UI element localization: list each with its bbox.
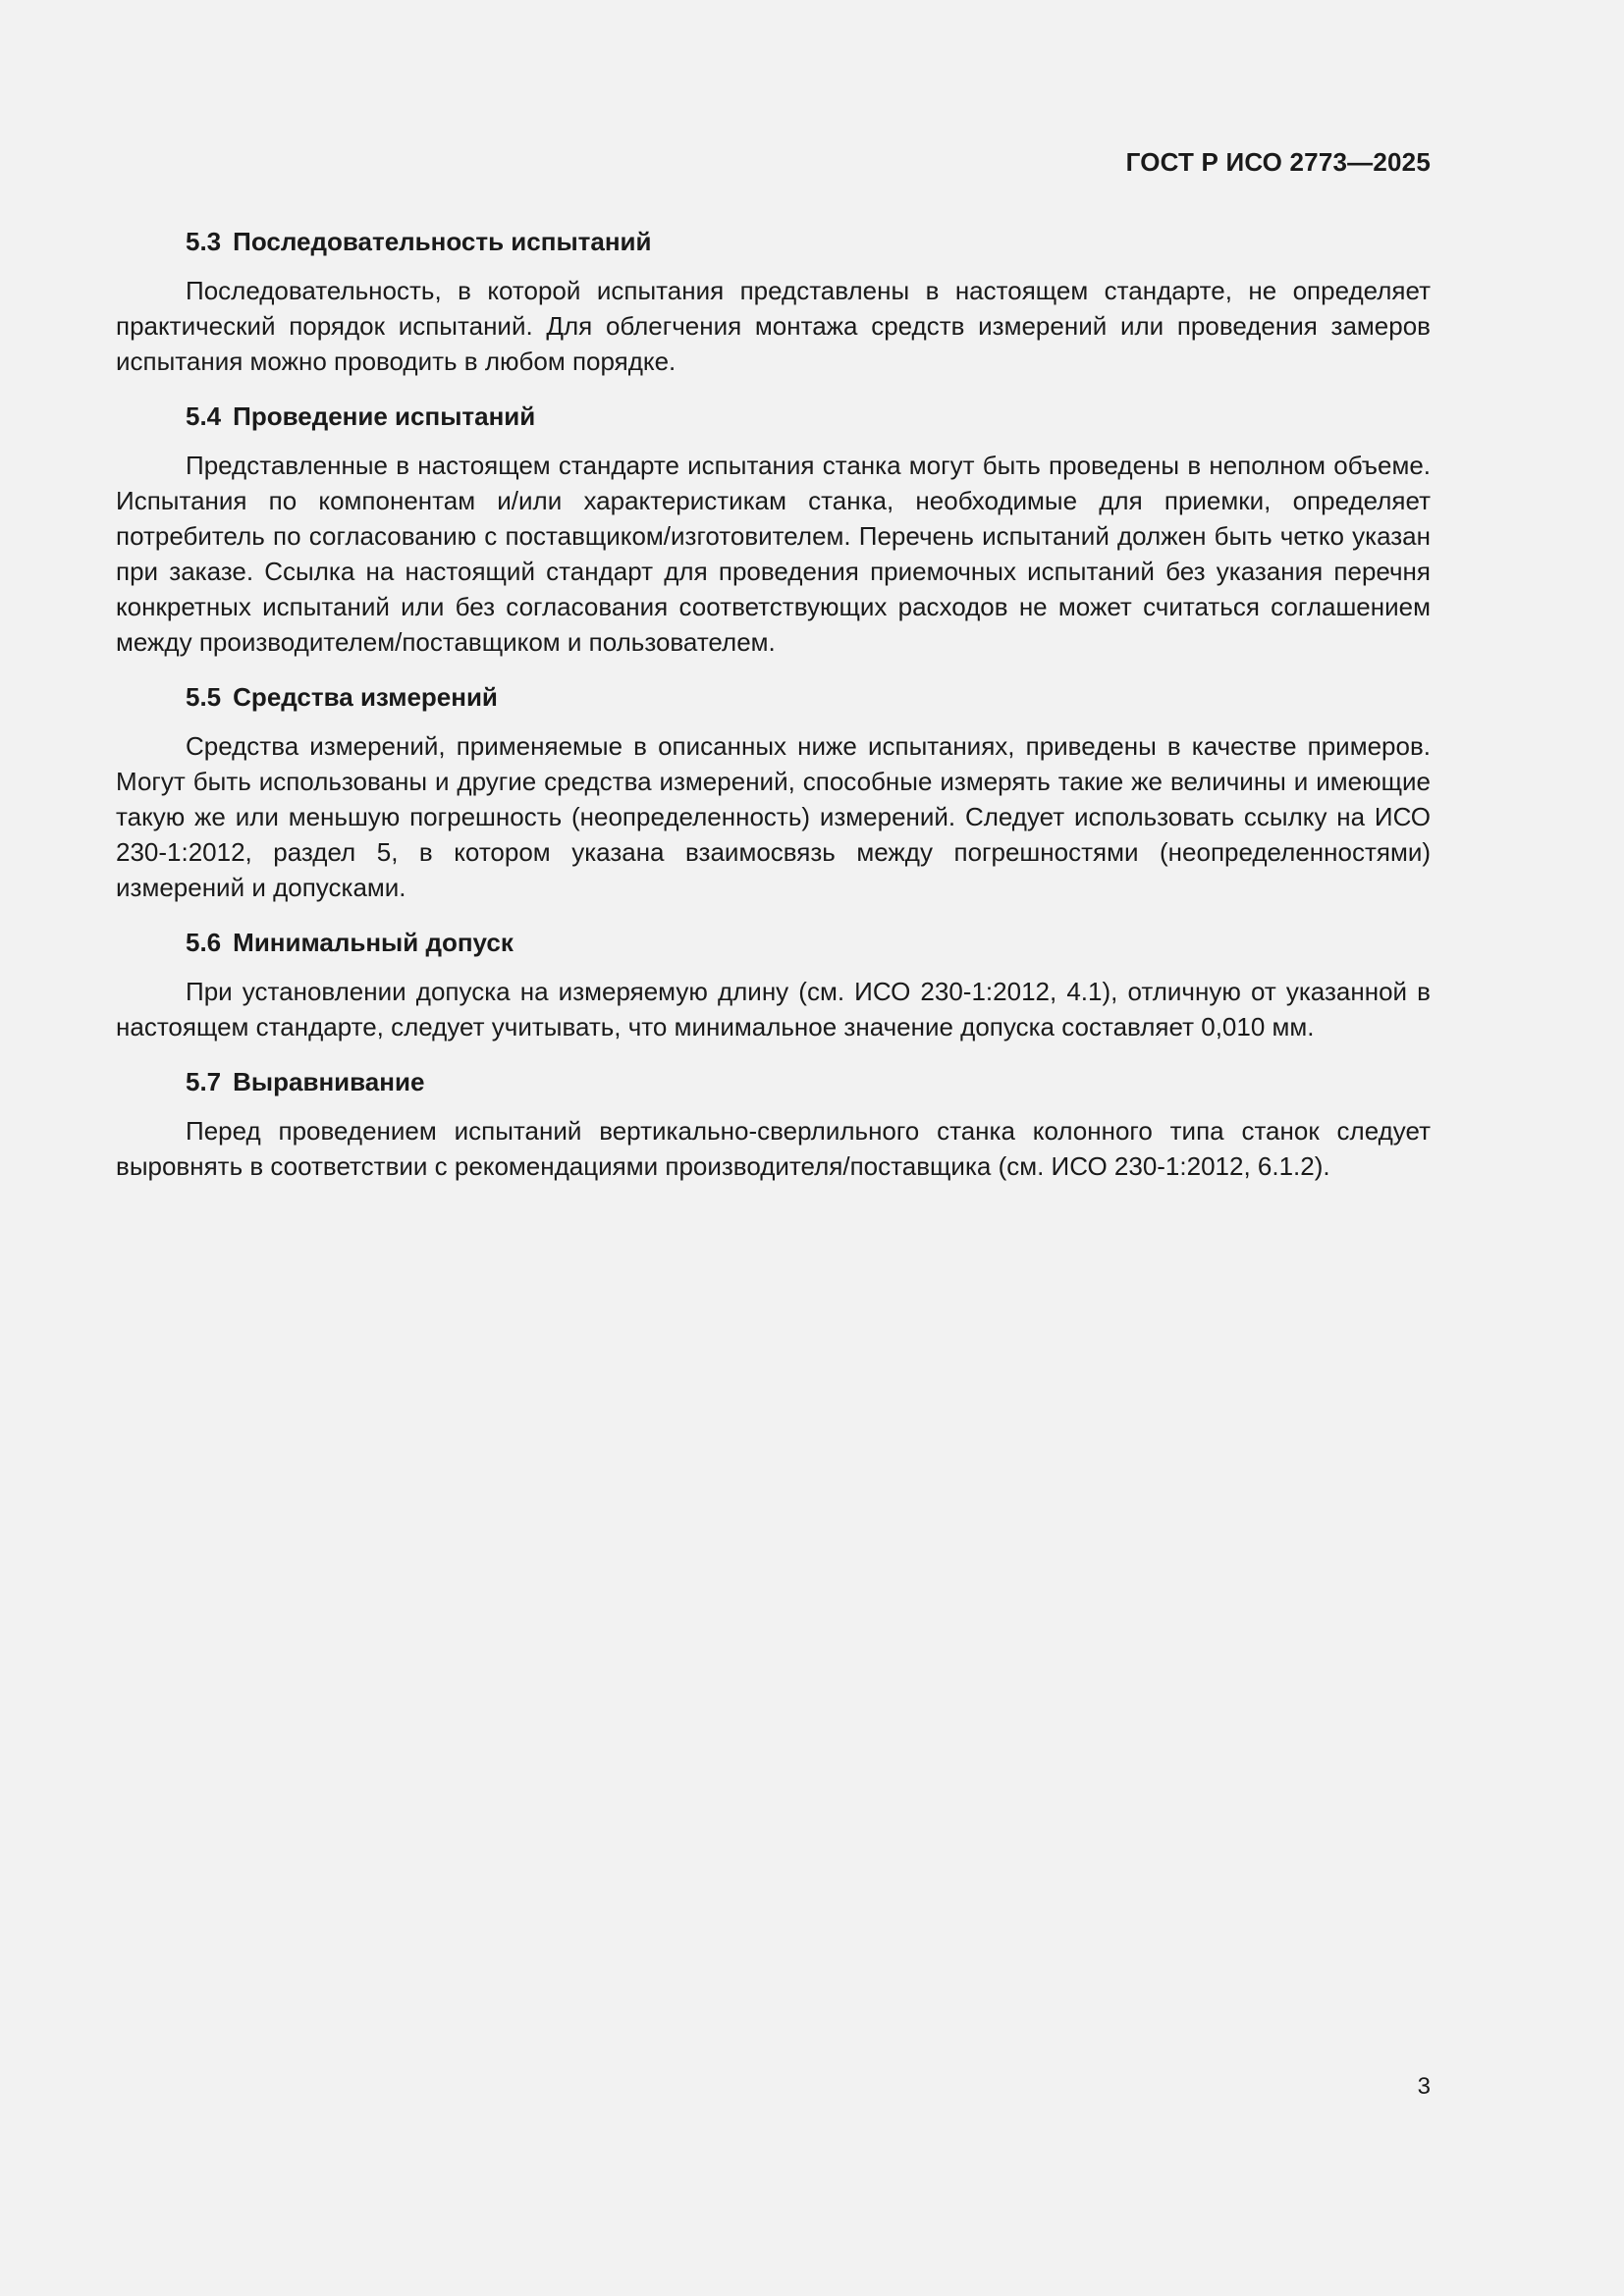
section-paragraph: При установлении допуска на измеряемую длину (см. ИСО 230-1:2012, 4.1), отличную от указанной в настоящем стандарте, следует учитывать, что минимальное значение допуска составляет 0,010 мм. bbox=[116, 977, 1431, 1041]
section-5-7 bbox=[116, 1064, 1431, 1184]
section-number: 5.5 bbox=[186, 682, 222, 712]
section-title: Проведение испытаний bbox=[233, 401, 536, 431]
section-heading bbox=[116, 399, 1431, 434]
section-heading bbox=[116, 679, 1431, 715]
section-heading bbox=[116, 224, 1431, 259]
section-number: 5.7 bbox=[186, 1067, 222, 1096]
section-5-4 bbox=[116, 399, 1431, 660]
section-5-6 bbox=[116, 925, 1431, 1044]
section-paragraph: Средства измерений, применяемые в описанных ниже испытаниях, приведены в качестве примеров. Могут быть использованы и другие средства измерений, способные измерять такие же величины и имеющие такую же или меньшую погрешность (неопределенность) измерений. Следует использовать ссылку на ИСО 230-1:2012, раздел 5, в котором указана взаимосвязь между погрешностями (неопределенностями) измерений и допусками. bbox=[116, 731, 1431, 902]
section-paragraph: Последовательность, в которой испытания представлены в настоящем стандарте, не определяет практический порядок испытаний. Для облегчения монтажа средств измерений или проведения замеров испытания можно проводить в любом порядке. bbox=[116, 276, 1431, 376]
section-heading bbox=[116, 1064, 1431, 1099]
page-number: 3 bbox=[1417, 2073, 1431, 2100]
document-code-header: ГОСТ Р ИСО 2773—2025 bbox=[1125, 147, 1431, 177]
section-paragraph: Перед проведением испытаний вертикально-сверлильного станка колонного типа станок следует выровнять в соответствии с рекомендациями производителя/поставщика (см. ИСО 230-1:2012, 6.1.2). bbox=[116, 1116, 1431, 1181]
section-number: 5.6 bbox=[186, 928, 222, 957]
section-number: 5.4 bbox=[186, 401, 222, 431]
section-title: Средства измерений bbox=[233, 682, 498, 712]
section-heading bbox=[116, 925, 1431, 960]
section-title: Выравнивание bbox=[233, 1067, 425, 1096]
document-body bbox=[116, 224, 1431, 1203]
section-title: Последовательность испытаний bbox=[233, 227, 652, 256]
section-5-5 bbox=[116, 679, 1431, 905]
section-title: Минимальный допуск bbox=[233, 928, 514, 957]
section-number: 5.3 bbox=[186, 227, 222, 256]
section-5-3 bbox=[116, 224, 1431, 379]
section-paragraph: Представленные в настоящем стандарте испытания станка могут быть проведены в неполном объеме. Испытания по компонентам и/или характеристикам станка, необходимые для приемки, определяет потребитель по согласованию с поставщиком/изготовителем. Перечень испытаний должен быть четко указан при заказе. Ссылка на настоящий стандарт для проведения приемочных испытаний без указания перечня конкретных испытаний или без согласования соответствующих расходов не может считаться соглашением между производителем/поставщиком и пользователем. bbox=[116, 451, 1431, 657]
